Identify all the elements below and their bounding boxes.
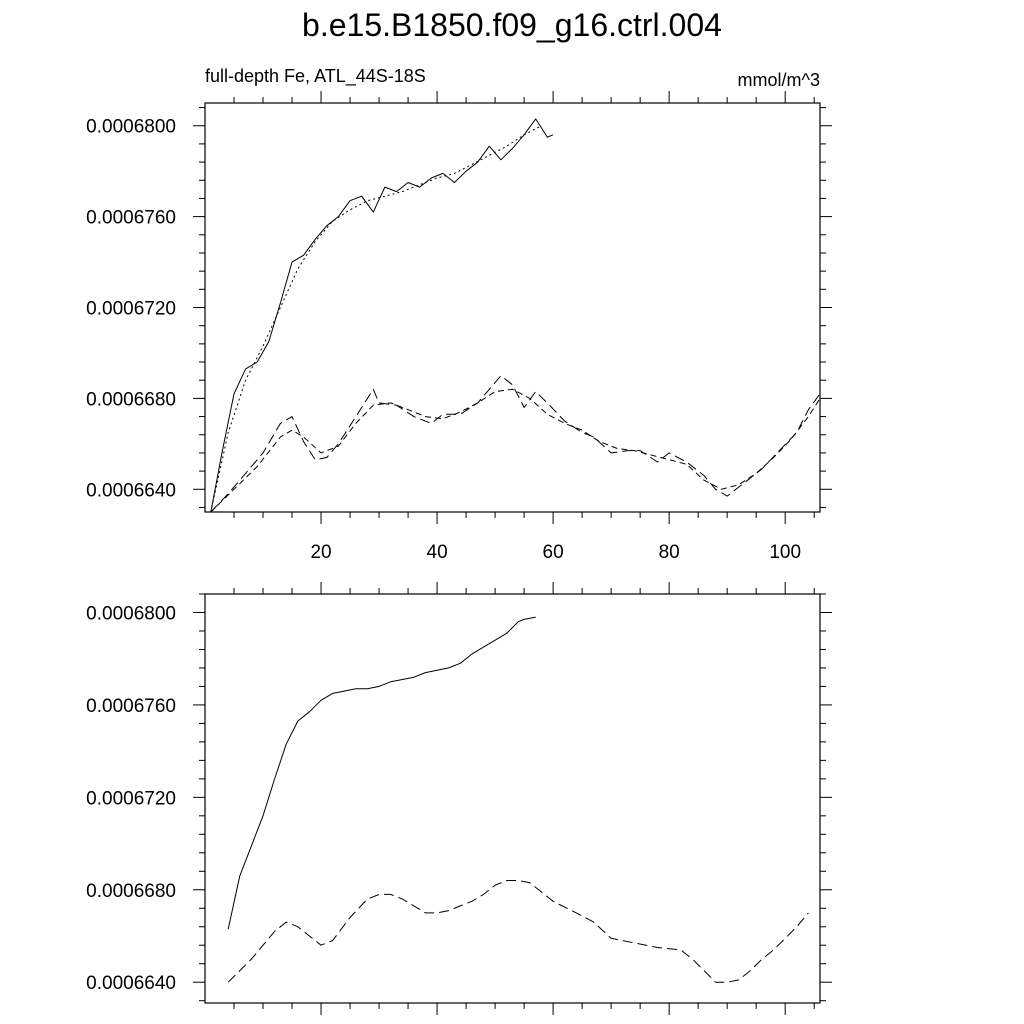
- y-tick-label: 0.0006680: [86, 389, 176, 411]
- y-tick-label: 0.0006760: [86, 207, 176, 229]
- y-tick-label: 0.0006720: [86, 788, 176, 810]
- x-tick-label: 60: [542, 542, 564, 563]
- panel-bottom: [86, 582, 832, 1015]
- plot-frame: [205, 103, 820, 512]
- y-tick-label: 0.0006800: [86, 116, 176, 138]
- figure-title: b.e15.B1850.f09_g16.ctrl.004: [302, 7, 722, 43]
- x-tick-label: 100: [769, 542, 802, 563]
- panel-top: [86, 66, 832, 563]
- y-tick-label: 0.0006800: [86, 603, 176, 625]
- x-tick-label: 20: [310, 542, 332, 563]
- series-line-run-1-smoothed: [211, 126, 542, 512]
- series-line-run-2-smoothed: [211, 389, 820, 512]
- y-tick-label: 0.0006640: [86, 973, 176, 995]
- series-line-run-2-annual: [211, 376, 820, 512]
- series-line-run-1-filtered: [228, 617, 536, 929]
- subtitle-left: full-depth Fe, ATL_44S-18S: [205, 66, 426, 86]
- series-line-run-1-annual: [211, 119, 553, 512]
- plot-frame: [205, 594, 820, 1003]
- x-tick-label: 40: [426, 542, 448, 563]
- y-tick-label: 0.0006720: [86, 298, 176, 320]
- y-tick-label: 0.0006640: [86, 480, 176, 502]
- x-tick-label: 80: [658, 542, 680, 563]
- y-tick-label: 0.0006680: [86, 880, 176, 902]
- subtitle-right: mmol/m^3: [737, 70, 820, 90]
- series-line-run-2-filtered: [228, 881, 808, 983]
- y-tick-label: 0.0006760: [86, 695, 176, 717]
